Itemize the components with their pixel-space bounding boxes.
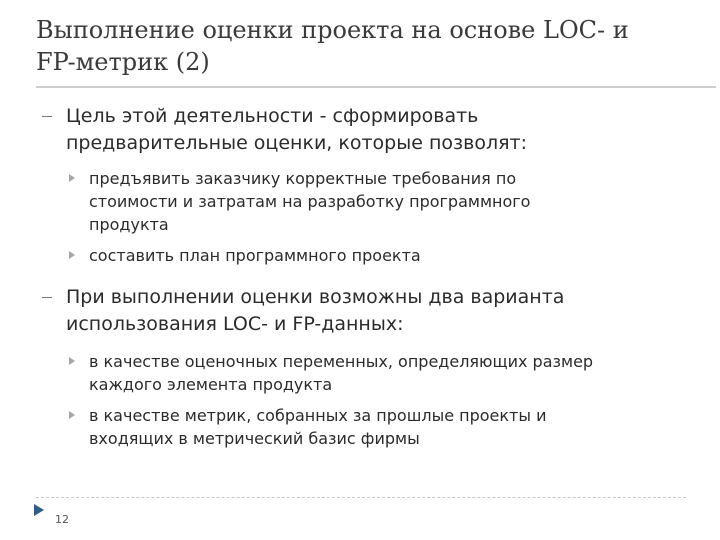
footer-divider bbox=[36, 497, 686, 498]
sub-bullet-plan-line-1: составить план программного проекта bbox=[89, 246, 421, 265]
sub-bullet-estimation-variables bbox=[36, 350, 706, 396]
title-line-1: Выполнение оценки проекта на основе LOC- и bbox=[36, 16, 629, 44]
sub-bullet-estimation-variables-line-2: каждого элемента продукта bbox=[89, 375, 333, 394]
title-divider bbox=[36, 86, 716, 88]
sub-bullet-estimation-variables-line-1: в качестве оценочных переменных, определяющих размер bbox=[89, 352, 594, 371]
footer-arrow-icon bbox=[34, 504, 44, 516]
sub-bullet-requirements-line-3: продукта bbox=[89, 215, 169, 234]
triangle-bullet-icon bbox=[69, 357, 75, 365]
bullet-goal-line-1: Цель этой деятельности - сформировать bbox=[66, 105, 479, 127]
slide-title bbox=[36, 14, 696, 78]
bullet-goal-line-2: предварительные оценки, которые позволят: bbox=[66, 132, 527, 154]
bullet-list bbox=[36, 103, 706, 450]
dash-bullet-icon bbox=[42, 297, 52, 298]
bullet-variants bbox=[36, 284, 706, 338]
sub-bullet-metrics-base-line-2: входящих в метрический базис фирмы bbox=[89, 429, 420, 448]
dash-bullet-icon bbox=[42, 116, 52, 117]
sub-bullet-metrics-base-line-1: в качестве метрик, собранных за прошлые проекты и bbox=[89, 406, 547, 425]
triangle-bullet-icon bbox=[69, 174, 75, 182]
triangle-bullet-icon bbox=[69, 411, 75, 419]
page-number: 12 bbox=[55, 513, 69, 526]
sub-bullet-requirements-line-1: предъявить заказчику корректные требования по bbox=[89, 169, 517, 188]
triangle-bullet-icon bbox=[69, 251, 75, 259]
sub-bullet-requirements bbox=[36, 167, 706, 236]
sub-bullet-plan bbox=[36, 244, 706, 267]
bullet-variants-line-1: При выполнении оценки возможны два варианта bbox=[66, 286, 565, 308]
title-line-2: FP-метрик (2) bbox=[36, 48, 210, 76]
bullet-goal bbox=[36, 103, 706, 157]
sub-bullet-metrics-base bbox=[36, 404, 706, 450]
bullet-variants-line-2: использования LOC- и FP-данных: bbox=[66, 313, 404, 335]
sub-bullet-requirements-line-2: стоимости и затратам на разработку программного bbox=[89, 192, 531, 211]
